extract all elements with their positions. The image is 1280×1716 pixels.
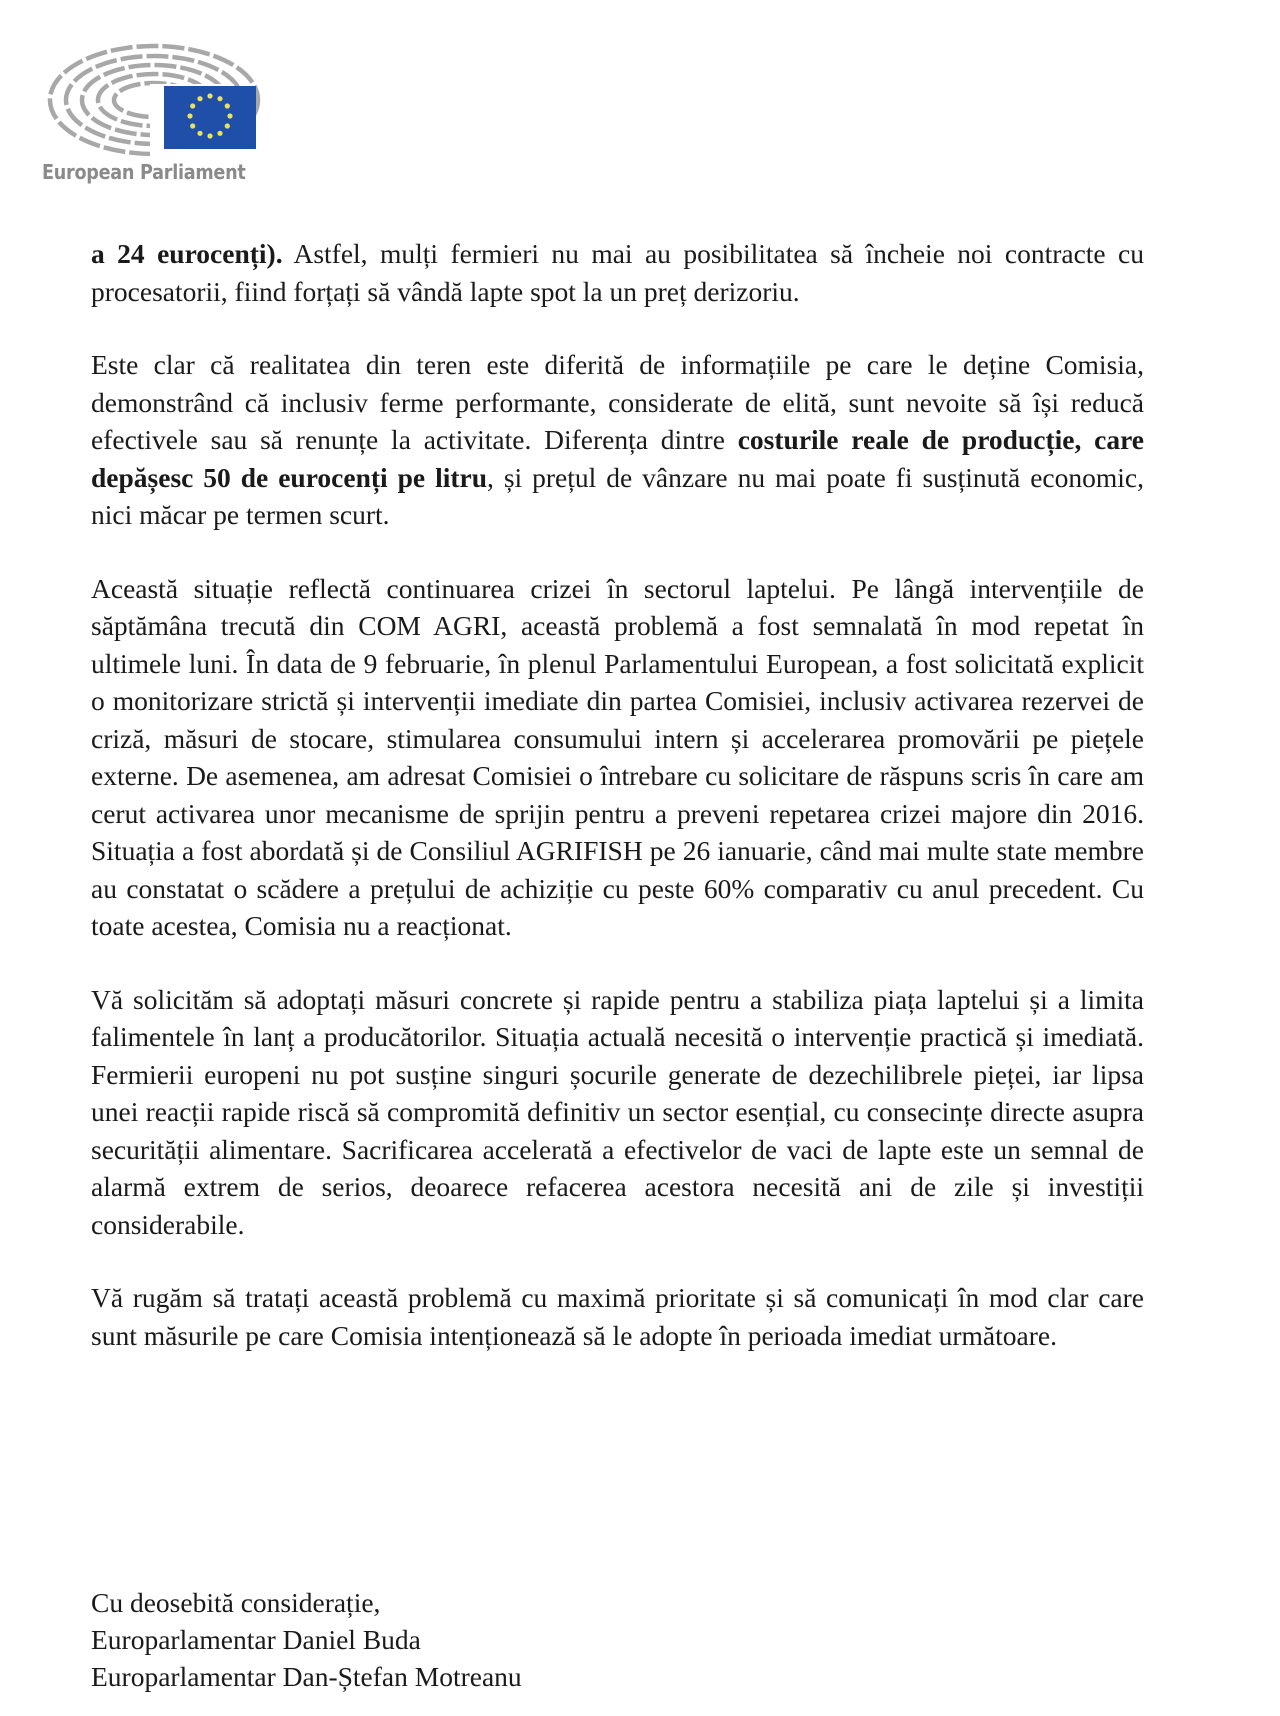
text-segment: Vă rugăm să tratați această problemă cu maximă prioritate și să comunicați în mod clar care sunt măsurile pe care Comisia intenționează să le adopte în perioada imediat următoare. bbox=[91, 1282, 1144, 1351]
paragraph-4 bbox=[91, 981, 1144, 1244]
text-segment: Astfel, mulți fermieri nu mai au posibilitatea să încheie noi contracte cu procesatorii, fiind forțați să vândă lapte spot la un preț derizoriu. bbox=[91, 238, 1144, 307]
salutation: Cu deosebită considerație, bbox=[91, 1587, 381, 1618]
signature-block bbox=[91, 1584, 522, 1695]
hemicycle-icon bbox=[42, 32, 272, 157]
text-segment: Această situație reflectă continuarea crizei în sectorul laptelui. Pe lângă intervențiile de săptămâna trecută din COM AGRI, această problemă a fost semnalată în mod repetat în ultimele luni. În data de 9 februarie, în plenul Parlamentului European, a fost solicitată explicit o monitorizare strictă și intervenții imediate din partea Comisiei, inclusiv activarea rezervei de criză, măsuri de stocare, stimularea consumului intern și accelerarea promovării pe piețele externe. De asemenea, am adresat Comisiei o întrebare cu solicitare de răspuns scris în care am cerut activarea unor mecanisme de sprijin pentru a preveni repetarea crizei majore din 2016. Situația a fost abordată și de Consiliul AGRIFISH pe 26 ianuarie, când mai multe state membre au constatat o scădere a prețului de achiziție cu peste 60% comparativ cu anul precedent. Cu toate acestea, Comisia nu a reacționat. bbox=[91, 572, 1144, 941]
paragraph-3 bbox=[91, 570, 1144, 945]
logo-text: European Parliament bbox=[42, 160, 246, 184]
bold-segment: a 24 eurocenți). bbox=[91, 238, 283, 269]
paragraph-5 bbox=[91, 1279, 1144, 1354]
european-parliament-logo bbox=[42, 32, 272, 192]
text-segment: , și prețul de vânzare nu mai poate fi susținută economic, nici măcar pe termen scurt. bbox=[91, 461, 1144, 530]
text-segment: Vă solicităm să adoptați măsuri concrete și rapide pentru a stabiliza piața laptelui și a limita falimentele în lanț a producătorilor. Situația actuală necesită o intervenție practică și imediată. Fermierii europeni nu pot susține singuri șocurile generate de dezechilibrele pieței, iar lipsa unei reacții rapide riscă să compromită definitiv un sector esențial, cu consecințe directe asupra securității alimentare. Sacrificarea accelerată a efectivelor de vaci de lapte este un semnal de alarmă extrem de serios, deoarece refacerea acestora necesită ani de zile și investiții considerabile. bbox=[91, 983, 1144, 1240]
signatory-2: Europarlamentar Dan-Ștefan Motreanu bbox=[91, 1661, 522, 1692]
bold-segment: costurile reale de producție, care depășesc 50 de eurocenți pe litru bbox=[91, 424, 1144, 493]
paragraph-1 bbox=[91, 235, 1144, 310]
text-segment: Este clar că realitatea din teren este diferită de informațiile pe care le deține Comisia, demonstrând că inclusiv ferme performante, considerate de elită, sunt nevoite să își reducă efectivele sau să renunțe la activitate. Diferența dintre bbox=[91, 349, 1144, 455]
paragraph-2 bbox=[91, 346, 1144, 534]
letter-body bbox=[91, 235, 1144, 1390]
signatory-1: Europarlamentar Daniel Buda bbox=[91, 1624, 421, 1655]
